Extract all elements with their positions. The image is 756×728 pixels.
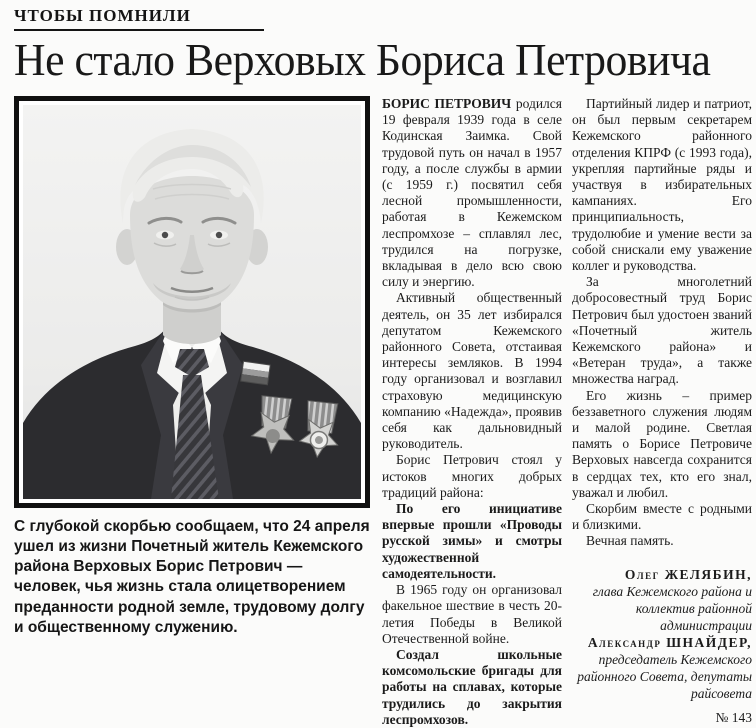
signature-name-1: Олег ЖЕЛЯБИН, bbox=[624, 566, 752, 582]
paragraph: Партийный лидер и патриот, он был первым секретарем Кежемского районного отделения КПРФ (с 1993 года), укрепляя партийные ряды и участвуя в избирательных кампаниях. Его принципиальность, трудолюбие и умение вести за собой снискали ему уважение коллег и руководства. bbox=[572, 96, 752, 274]
paragraph: Его жизнь – пример беззаветного служения людям и малой родине. Светлая память о Борисе Петровиче Верховых навсегда сохранится в сердцах тех, кто его знал, уважал и любил. bbox=[572, 387, 752, 500]
signature-block bbox=[572, 566, 752, 702]
paragraph-text: родился 19 февраля 1939 года в селе Кодинская Заимка. Свой трудовой путь он начал в 1957 году, а после службы в армии (с 1959 г.) посвятил себя лесной промышленности, работая в Кежемском леспромхозе – сплавлял лес, трудился на погрузке, вкладывая в дело всю свою силу и энергию. bbox=[382, 96, 562, 290]
photo-column bbox=[14, 96, 370, 638]
section-kicker: ЧТОБЫ ПОМНИЛИ bbox=[14, 6, 191, 25]
article-body bbox=[14, 96, 752, 728]
paragraph: За многолетний добросовестный труд Борис Петрович был удостоен званий «Почетный житель Кежемского района» и «Ветеран труда», а также множества наград. bbox=[572, 274, 752, 387]
paragraph: По его инициативе впервые прошли «Проводы русской зимы» и смотры художественной самодеятельности. bbox=[382, 501, 562, 581]
portrait-illustration bbox=[23, 105, 361, 499]
paragraph: Активный общественный деятель, он 35 лет избирался депутатом Кежемского районного Совета, отстаивая интересы земляков. В 1994 году организовал и возглавил страховую медицинскую компанию «Надежда», проявив себя как дальновидный руководитель. bbox=[382, 290, 562, 452]
portrait-photo bbox=[14, 96, 370, 508]
issue-number: № 143 bbox=[715, 709, 752, 725]
text-column-right bbox=[572, 96, 752, 726]
signature-role-2: председатель Кежемского районного Совета, депутаты райсовета bbox=[577, 651, 752, 701]
photo-caption: С глубокой скорбью сообщаем, что 24 апреля ушел из жизни Почетный житель Кежемского района Верховых Борис Петрович — человек, чья жизнь стала олицетворением преданности родной земле, трудовому долгу и общественному служению. bbox=[14, 518, 370, 636]
kicker-rule bbox=[14, 29, 264, 31]
paragraph bbox=[382, 96, 562, 290]
signature-name-2: Александр ШНАЙДЕР, bbox=[587, 634, 752, 650]
paragraph: Создал школьные комсомольские бригады для работы на сплавах, которые трудились до закрытия леспромхозов. bbox=[382, 646, 562, 727]
paragraph-lead: БОРИС ПЕТРОВИЧ bbox=[382, 96, 512, 111]
article-title: Не стало Верховых Бориса Петровича bbox=[14, 34, 711, 85]
paragraph: Вечная память. bbox=[586, 533, 674, 549]
paragraph: Борис Петрович стоял у истоков многих добрых традиций района: bbox=[382, 452, 562, 500]
paragraph: Скорбим вместе с родными и близкими. bbox=[572, 501, 752, 533]
paragraph: В 1965 году он организовал факельное шествие в честь 20-летия Победы в Великой Отечественной войне. bbox=[382, 582, 562, 646]
signature-role-1: глава Кежемского района и коллектив районной администрации bbox=[592, 583, 752, 633]
text-column-middle bbox=[382, 96, 562, 728]
